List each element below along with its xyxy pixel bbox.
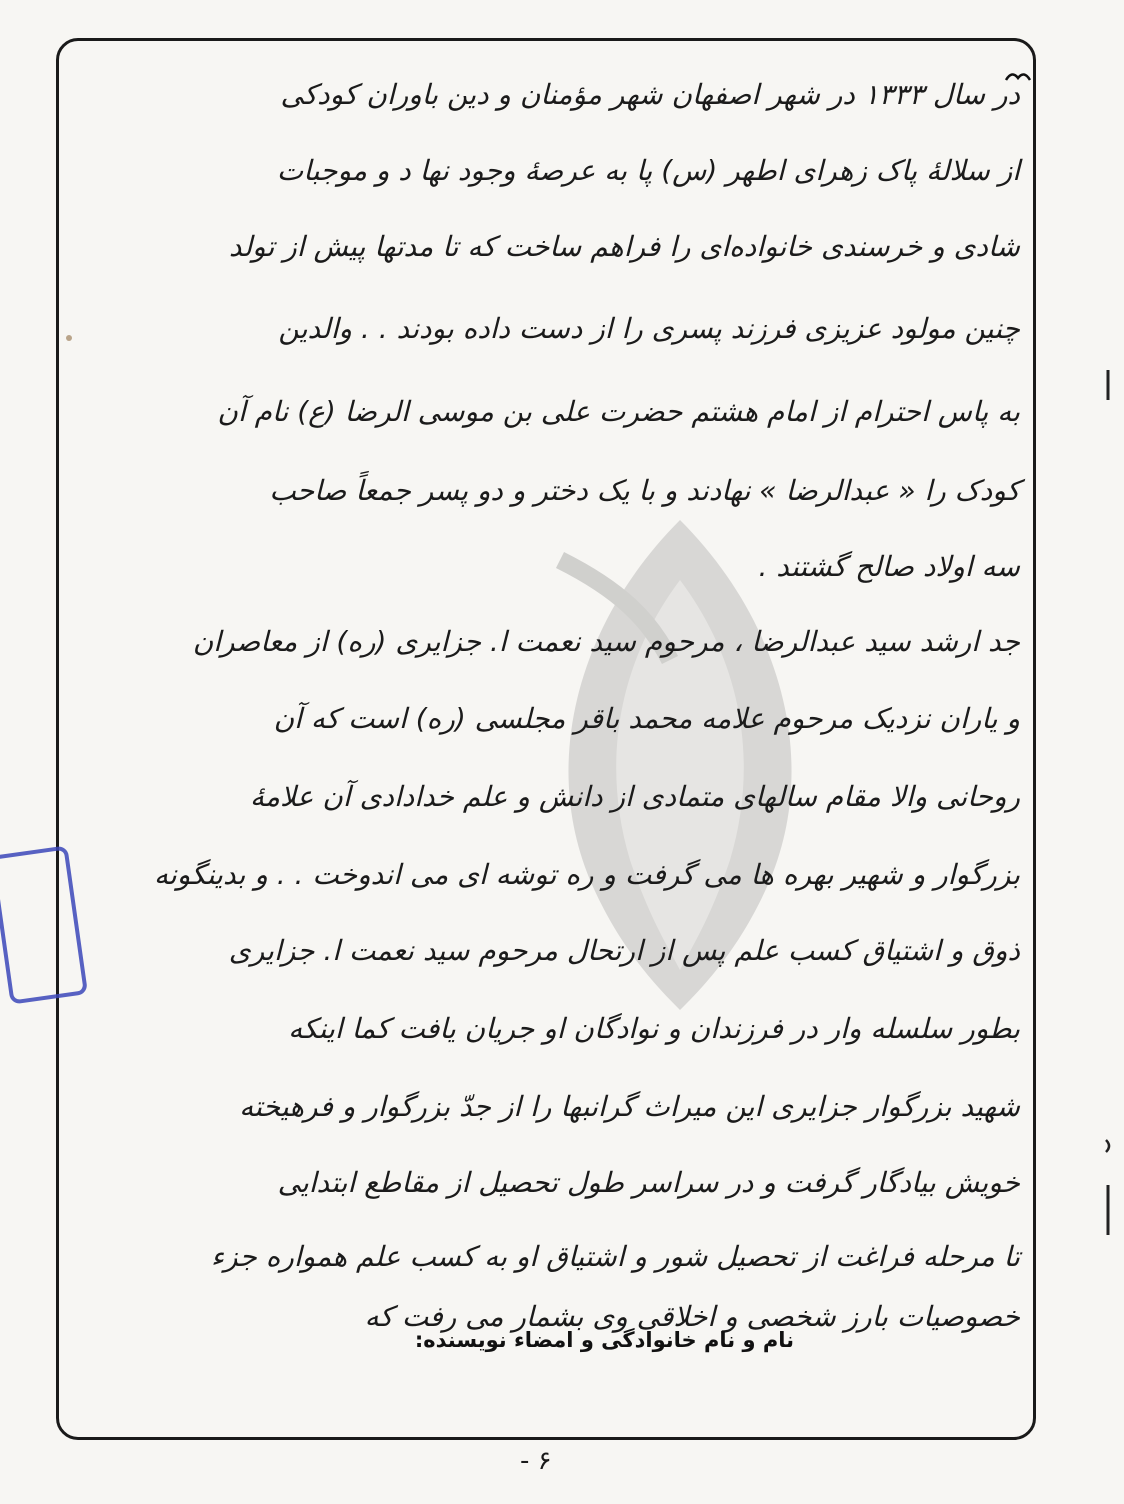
text-line: چنین مولود عزیزی فرزند پسری را از دست داده بودند . . والدین [278, 312, 1020, 345]
text-line: شهید بزرگوار جزایری این میراث گرانبها را از جدّ بزرگوار و فرهیخته [239, 1090, 1020, 1123]
text-line: و یاران نزدیک مرحوم علامه محمد باقر مجلسی (ره) است که آن [273, 702, 1020, 735]
text-line: خویش بیادگار گرفت و در سراسر طول تحصیل از مقاطع ابتدایی [277, 1166, 1020, 1199]
text-line: به پاس احترام از امام هشتم حضرت علی بن موسی الرضا (ع) نام آن [217, 395, 1020, 428]
text-line: ذوق و اشتیاق کسب علم پس از ارتحال مرحوم سید نعمت ا. جزایری [228, 934, 1020, 967]
text-line: جد ارشد سید عبدالرضا ، مرحوم سید نعمت ا. جزایری (ره) از معاصران [192, 625, 1020, 658]
text-line: بزرگوار و شهیر بهره ها می گرفت و ره توشه ای می اندوخت . . و بدینگونه [153, 858, 1020, 891]
handwritten-text [70, 50, 1020, 1350]
text-line: خصوصیات بارز شخصی و اخلاقی وی بشمار می رفت که [364, 1300, 1020, 1333]
text-line: تا مرحله فراغت از تحصیل شور و اشتیاق او به کسب علم همواره جزء [210, 1240, 1020, 1273]
text-line: شادی و خرسندی خانواده‌ای را فراهم ساخت که تا مدتها پیش از تولد [228, 230, 1020, 263]
signature-label: نام و نام خانوادگی و امضاء نویسنده: [414, 1328, 794, 1352]
text-line: سه اولاد صالح گشتند . [758, 550, 1020, 583]
text-line: از سلالهٔ پاک زهرای اطهر (س) پا به عرصهٔ وجود نها د و موجبات [276, 154, 1020, 187]
text-line: کودک را « عبدالرضا » نهادند و با یک دختر و دو پسر جمعاً صاحب [269, 474, 1020, 507]
margin-marks [1098, 300, 1124, 1250]
page-number: - ۶ [520, 1446, 552, 1476]
text-line: روحانی والا مقام سالهای متمادی از دانش و علم خدادادی آن علامهٔ [250, 780, 1020, 813]
text-line: در سال ۱۳۳۳ در شهر اصفهان شهر مؤمنان و دین باوران کودکی [280, 78, 1020, 111]
text-line: بطور سلسله وار در فرزندان و نوادگان او جریان یافت کما اینکه [288, 1012, 1020, 1045]
